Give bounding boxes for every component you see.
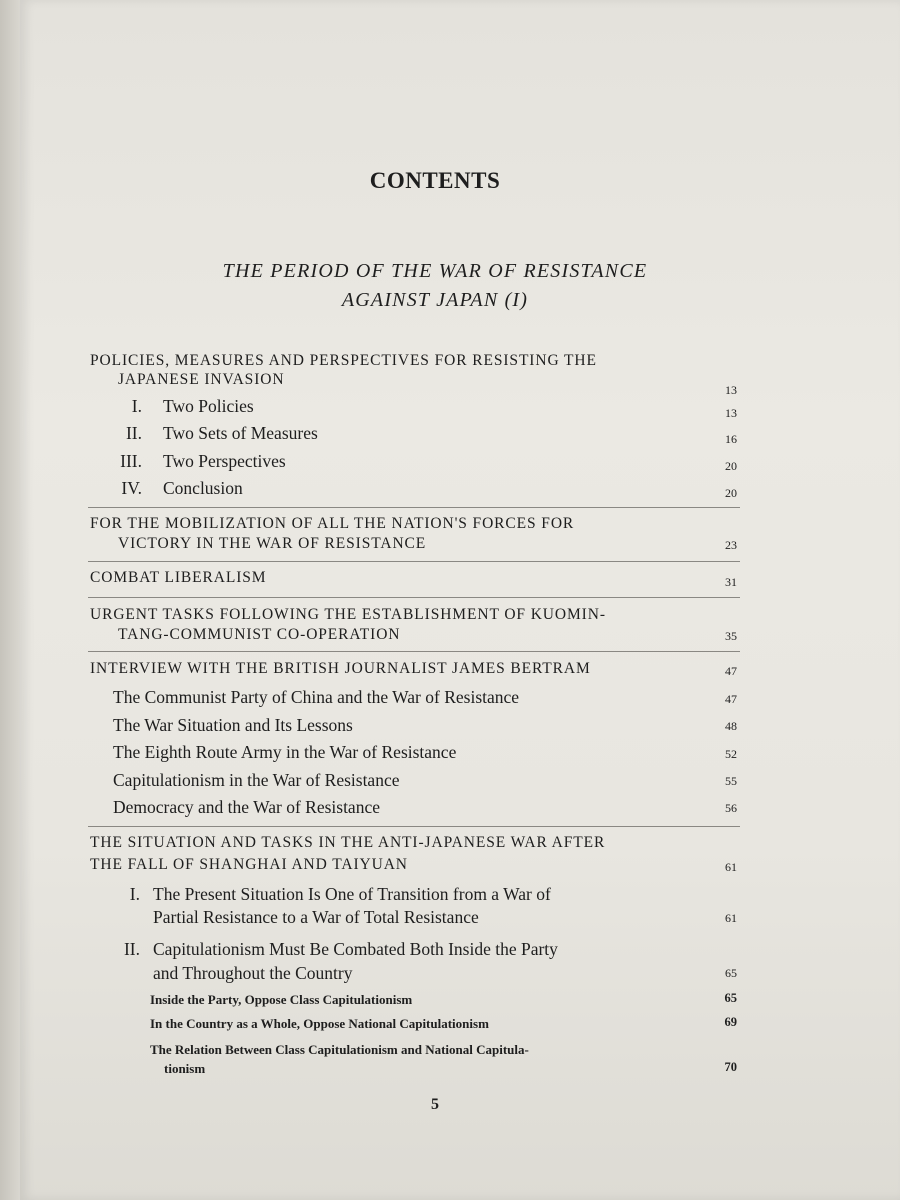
divider — [88, 597, 740, 598]
entry-title-line[interactable]: POLICIES, MEASURES AND PERSPECTIVES FOR RESISTING THE — [90, 352, 597, 369]
section-title[interactable]: The War Situation and Its Lessons — [113, 715, 353, 735]
divider — [88, 561, 740, 562]
book-page — [20, 0, 900, 1200]
divider — [88, 651, 740, 652]
entry-title-line[interactable]: URGENT TASKS FOLLOWING THE ESTABLISHMENT OF KUOMIN- — [90, 606, 606, 623]
section-number: I. — [131, 396, 142, 416]
section-page-number: 13 — [725, 406, 737, 420]
entry-page-number: 31 — [725, 575, 737, 589]
section-number: II. — [125, 423, 142, 443]
subsection-title[interactable]: tionism — [164, 1061, 206, 1076]
section-title[interactable]: and Throughout the Country — [153, 963, 353, 983]
section-number: II. — [123, 939, 140, 959]
section-title[interactable]: Conclusion — [163, 478, 243, 498]
subsection-title[interactable]: The Relation Between Class Capitulationism and National Capitula- — [150, 1042, 529, 1057]
section-page-number: 56 — [725, 801, 737, 815]
book-gutter — [0, 0, 20, 1200]
subsection-page-number: 70 — [724, 1060, 737, 1074]
section-title[interactable]: Capitulationism in the War of Resistance — [113, 770, 400, 790]
section-title[interactable]: Two Perspectives — [163, 451, 286, 471]
section-page-number: 65 — [725, 966, 737, 980]
entry-title-line[interactable]: TANG-COMMUNIST CO-OPERATION — [118, 626, 401, 643]
section-page-number: 52 — [725, 747, 737, 761]
section-number: I. — [129, 884, 140, 904]
section-page-number: 20 — [725, 486, 737, 500]
page-number: 5 — [431, 1096, 439, 1113]
entry-title-line[interactable]: JAPANESE INVASION — [118, 371, 285, 388]
entry-title-line[interactable]: COMBAT LIBERALISM — [90, 569, 267, 586]
section-title[interactable]: The Present Situation Is One of Transition from a War of — [153, 884, 551, 904]
divider — [88, 826, 740, 827]
section-number: III. — [120, 451, 142, 471]
entry-page-number: 35 — [725, 629, 737, 643]
subsection-page-number: 69 — [724, 1015, 737, 1029]
section-title[interactable]: Democracy and the War of Resistance — [113, 797, 380, 817]
section-title[interactable]: Two Sets of Measures — [163, 423, 318, 443]
entry-title-line[interactable]: FOR THE MOBILIZATION OF ALL THE NATION'S FORCES FOR — [90, 515, 575, 532]
divider — [88, 507, 740, 508]
entry-page-number: 47 — [725, 664, 737, 678]
part-title-line-2: AGAINST JAPAN (I) — [341, 289, 529, 311]
section-title[interactable]: The Communist Party of China and the War of Resistance — [113, 687, 520, 707]
section-number: IV. — [121, 478, 142, 498]
section-page-number: 47 — [725, 692, 737, 706]
subsection-title[interactable]: Inside the Party, Oppose Class Capitulationism — [150, 992, 413, 1007]
section-page-number: 20 — [725, 459, 737, 473]
entry-page-number: 23 — [725, 538, 737, 552]
subsection-page-number: 65 — [724, 991, 737, 1005]
entry-title-line[interactable]: THE FALL OF SHANGHAI AND TAIYUAN — [90, 856, 408, 873]
entry-page-number: 61 — [725, 860, 737, 874]
entry-page-number: 13 — [725, 383, 737, 397]
entry-title-line[interactable]: THE SITUATION AND TASKS IN THE ANTI-JAPANESE WAR AFTER — [90, 834, 606, 851]
page-title: CONTENTS — [369, 168, 501, 193]
section-title[interactable]: Partial Resistance to a War of Total Resistance — [153, 907, 479, 927]
section-page-number: 55 — [725, 774, 737, 788]
section-page-number: 48 — [725, 719, 737, 733]
subsection-title[interactable]: In the Country as a Whole, Oppose National Capitulationism — [150, 1016, 489, 1031]
section-page-number: 61 — [725, 911, 737, 925]
entry-title-line[interactable]: INTERVIEW WITH THE BRITISH JOURNALIST JAMES BERTRAM — [90, 660, 591, 677]
part-title-line-1: THE PERIOD OF THE WAR OF RESISTANCE — [222, 260, 648, 282]
section-title[interactable]: The Eighth Route Army in the War of Resistance — [113, 742, 457, 762]
entry-title-line[interactable]: VICTORY IN THE WAR OF RESISTANCE — [118, 535, 427, 552]
section-title[interactable]: Two Policies — [163, 396, 254, 416]
section-page-number: 16 — [725, 432, 737, 446]
section-title[interactable]: Capitulationism Must Be Combated Both Inside the Party — [153, 939, 558, 959]
